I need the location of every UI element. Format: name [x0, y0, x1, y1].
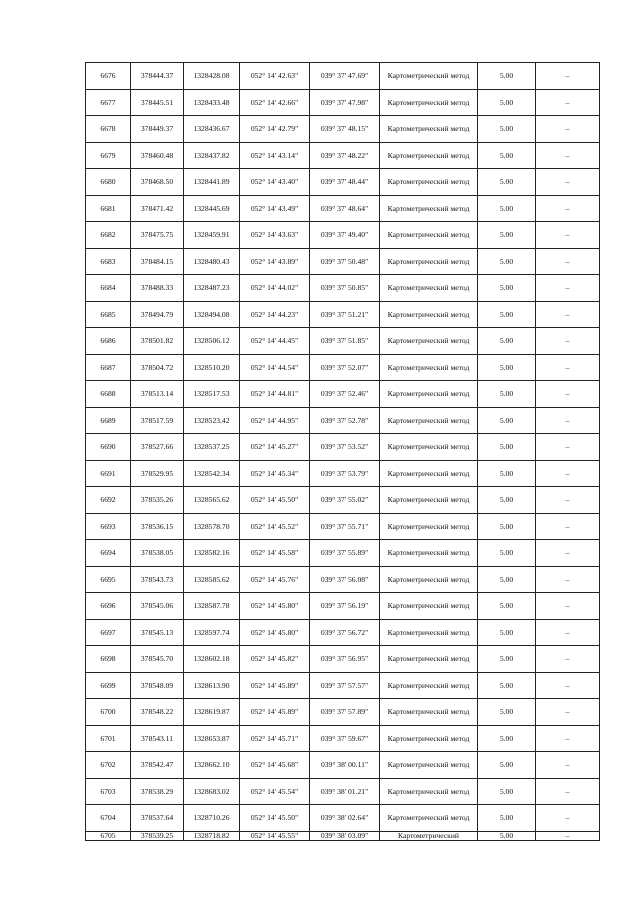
method-cell: Картометрический метод [380, 646, 478, 673]
table-row [86, 381, 600, 408]
coordinates-table [85, 62, 600, 841]
note-cell: – [536, 646, 600, 673]
table-row [86, 540, 600, 567]
x-coordinate-cell: 378529.95 [131, 460, 184, 487]
method-cell: Картометрический метод [380, 672, 478, 699]
y-coordinate-cell: 1328494.08 [184, 301, 240, 328]
table-row [86, 354, 600, 381]
y-coordinate-cell: 1328602.18 [184, 646, 240, 673]
latitude-cell: 052° 14' 44.23" [240, 301, 310, 328]
note-cell: – [536, 354, 600, 381]
latitude-cell: 052° 14' 43.89" [240, 248, 310, 275]
accuracy-cell: 5.00 [478, 805, 536, 832]
longitude-cell: 039° 37' 56.19" [310, 593, 380, 620]
method-cell: Картометрический метод [380, 116, 478, 143]
method-cell: Картометрический метод [380, 63, 478, 90]
longitude-cell: 039° 37' 49.40" [310, 222, 380, 249]
x-coordinate-cell: 378445.51 [131, 89, 184, 116]
y-coordinate-cell: 1328459.91 [184, 222, 240, 249]
accuracy-cell: 5.00 [478, 566, 536, 593]
accuracy-cell: 5.00 [478, 487, 536, 514]
y-coordinate-cell: 1328433.48 [184, 89, 240, 116]
longitude-cell: 039° 38' 01.21" [310, 778, 380, 805]
x-coordinate-cell: 378545.13 [131, 619, 184, 646]
accuracy-cell: 5.00 [478, 540, 536, 567]
table-row [86, 301, 600, 328]
method-cell: Картометрический метод [380, 195, 478, 222]
method-cell: Картометрический метод [380, 725, 478, 752]
accuracy-cell: 5.00 [478, 778, 536, 805]
accuracy-cell: 5.00 [478, 513, 536, 540]
method-cell: Картометрический метод [380, 699, 478, 726]
x-coordinate-cell: 378537.64 [131, 805, 184, 832]
method-cell: Картометрический метод [380, 89, 478, 116]
y-coordinate-cell: 1328619.87 [184, 699, 240, 726]
point-number-cell: 6683 [86, 248, 131, 275]
longitude-cell: 039° 37' 48.15" [310, 116, 380, 143]
x-coordinate-cell: 378501.82 [131, 328, 184, 355]
longitude-cell: 039° 37' 52.78" [310, 407, 380, 434]
y-coordinate-cell: 1328662.10 [184, 752, 240, 779]
note-cell: – [536, 407, 600, 434]
point-number-cell: 6691 [86, 460, 131, 487]
longitude-cell: 039° 37' 52.07" [310, 354, 380, 381]
latitude-cell: 052° 14' 45.76" [240, 566, 310, 593]
point-number-cell: 6702 [86, 752, 131, 779]
latitude-cell: 052° 14' 45.82" [240, 646, 310, 673]
point-number-cell: 6693 [86, 513, 131, 540]
table-row [86, 116, 600, 143]
x-coordinate-cell: 378517.59 [131, 407, 184, 434]
table-row [86, 805, 600, 832]
latitude-cell: 052° 14' 45.68" [240, 752, 310, 779]
accuracy-cell: 5.00 [478, 460, 536, 487]
point-number-cell: 6692 [86, 487, 131, 514]
point-number-cell: 6685 [86, 301, 131, 328]
note-cell: – [536, 831, 600, 840]
longitude-cell: 039° 37' 56.72" [310, 619, 380, 646]
note-cell: – [536, 142, 600, 169]
latitude-cell: 052° 14' 44.95" [240, 407, 310, 434]
x-coordinate-cell: 378548.22 [131, 699, 184, 726]
x-coordinate-cell: 378475.75 [131, 222, 184, 249]
y-coordinate-cell: 1328585.62 [184, 566, 240, 593]
note-cell: – [536, 301, 600, 328]
x-coordinate-cell: 378543.11 [131, 725, 184, 752]
note-cell: – [536, 222, 600, 249]
table-row [86, 513, 600, 540]
longitude-cell: 039° 37' 48.64" [310, 195, 380, 222]
latitude-cell: 052° 14' 44.81" [240, 381, 310, 408]
accuracy-cell: 5.00 [478, 63, 536, 90]
y-coordinate-cell: 1328506.12 [184, 328, 240, 355]
point-number-cell: 6688 [86, 381, 131, 408]
method-cell: Картометрический метод [380, 407, 478, 434]
latitude-cell: 052° 14' 43.14" [240, 142, 310, 169]
table-row [86, 778, 600, 805]
x-coordinate-cell: 378538.29 [131, 778, 184, 805]
latitude-cell: 052° 14' 44.54" [240, 354, 310, 381]
table-row [86, 487, 600, 514]
table-row [86, 460, 600, 487]
note-cell: – [536, 487, 600, 514]
longitude-cell: 039° 37' 55.02" [310, 487, 380, 514]
method-cell: Картометрический метод [380, 460, 478, 487]
x-coordinate-cell: 378545.70 [131, 646, 184, 673]
note-cell: – [536, 752, 600, 779]
table-row [86, 169, 600, 196]
longitude-cell: 039° 37' 55.89" [310, 540, 380, 567]
y-coordinate-cell: 1328437.82 [184, 142, 240, 169]
y-coordinate-cell: 1328428.08 [184, 63, 240, 90]
y-coordinate-cell: 1328537.25 [184, 434, 240, 461]
accuracy-cell: 5.00 [478, 354, 536, 381]
point-number-cell: 6687 [86, 354, 131, 381]
table-row [86, 248, 600, 275]
longitude-cell: 039° 38' 02.64" [310, 805, 380, 832]
method-cell: Картометрический метод [380, 540, 478, 567]
note-cell: – [536, 169, 600, 196]
point-number-cell: 6699 [86, 672, 131, 699]
method-cell: Картометрический метод [380, 142, 478, 169]
latitude-cell: 052° 14' 44.02" [240, 275, 310, 302]
x-coordinate-cell: 378471.42 [131, 195, 184, 222]
latitude-cell: 052° 14' 45.89" [240, 672, 310, 699]
note-cell: – [536, 699, 600, 726]
point-number-cell: 6701 [86, 725, 131, 752]
note-cell: – [536, 434, 600, 461]
table-row [86, 195, 600, 222]
note-cell: – [536, 619, 600, 646]
latitude-cell: 052° 14' 45.89" [240, 699, 310, 726]
point-number-cell: 6695 [86, 566, 131, 593]
note-cell: – [536, 725, 600, 752]
latitude-cell: 052° 14' 43.63" [240, 222, 310, 249]
latitude-cell: 052° 14' 45.54" [240, 778, 310, 805]
point-number-cell: 6697 [86, 619, 131, 646]
y-coordinate-cell: 1328445.69 [184, 195, 240, 222]
accuracy-cell: 5.00 [478, 195, 536, 222]
point-number-cell: 6682 [86, 222, 131, 249]
latitude-cell: 052° 14' 42.63" [240, 63, 310, 90]
accuracy-cell: 5.00 [478, 831, 536, 840]
longitude-cell: 039° 37' 53.52" [310, 434, 380, 461]
accuracy-cell: 5.00 [478, 699, 536, 726]
note-cell: – [536, 89, 600, 116]
table-row [86, 275, 600, 302]
x-coordinate-cell: 378444.37 [131, 63, 184, 90]
y-coordinate-cell: 1328683.02 [184, 778, 240, 805]
latitude-cell: 052° 14' 44.45" [240, 328, 310, 355]
table-row [86, 328, 600, 355]
point-number-cell: 6700 [86, 699, 131, 726]
method-cell: Картометрический метод [380, 381, 478, 408]
longitude-cell: 039° 37' 53.79" [310, 460, 380, 487]
table-row [86, 63, 600, 90]
longitude-cell: 039° 37' 56.08" [310, 566, 380, 593]
x-coordinate-cell: 378484.15 [131, 248, 184, 275]
table-row [86, 619, 600, 646]
note-cell: – [536, 540, 600, 567]
y-coordinate-cell: 1328578.70 [184, 513, 240, 540]
x-coordinate-cell: 378527.66 [131, 434, 184, 461]
x-coordinate-cell: 378504.72 [131, 354, 184, 381]
method-cell: Картометрический метод [380, 354, 478, 381]
point-number-cell: 6705 [86, 831, 131, 840]
point-number-cell: 6686 [86, 328, 131, 355]
point-number-cell: 6679 [86, 142, 131, 169]
accuracy-cell: 5.00 [478, 407, 536, 434]
x-coordinate-cell: 378513.14 [131, 381, 184, 408]
point-number-cell: 6694 [86, 540, 131, 567]
table-row [86, 407, 600, 434]
method-cell: Картометрический метод [380, 487, 478, 514]
method-cell: Картометрический метод [380, 275, 478, 302]
accuracy-cell: 5.00 [478, 725, 536, 752]
x-coordinate-cell: 378468.50 [131, 169, 184, 196]
latitude-cell: 052° 14' 45.50" [240, 487, 310, 514]
y-coordinate-cell: 1328510.20 [184, 354, 240, 381]
longitude-cell: 039° 38' 00.11" [310, 752, 380, 779]
latitude-cell: 052° 14' 43.49" [240, 195, 310, 222]
y-coordinate-cell: 1328565.62 [184, 487, 240, 514]
latitude-cell: 052° 14' 45.71" [240, 725, 310, 752]
note-cell: – [536, 63, 600, 90]
method-cell: Картометрический метод [380, 805, 478, 832]
point-number-cell: 6684 [86, 275, 131, 302]
x-coordinate-cell: 378545.06 [131, 593, 184, 620]
point-number-cell: 6704 [86, 805, 131, 832]
point-number-cell: 6696 [86, 593, 131, 620]
longitude-cell: 039° 37' 59.67" [310, 725, 380, 752]
note-cell: – [536, 778, 600, 805]
point-number-cell: 6690 [86, 434, 131, 461]
x-coordinate-cell: 378536.15 [131, 513, 184, 540]
point-number-cell: 6681 [86, 195, 131, 222]
note-cell: – [536, 460, 600, 487]
latitude-cell: 052° 14' 45.55" [240, 831, 310, 840]
note-cell: – [536, 805, 600, 832]
longitude-cell: 039° 38' 03.09" [310, 831, 380, 840]
latitude-cell: 052° 14' 43.40" [240, 169, 310, 196]
method-cell: Картометрический метод [380, 619, 478, 646]
note-cell: – [536, 275, 600, 302]
latitude-cell: 052° 14' 45.80" [240, 593, 310, 620]
point-number-cell: 6677 [86, 89, 131, 116]
table-row [86, 593, 600, 620]
accuracy-cell: 5.00 [478, 275, 536, 302]
note-cell: – [536, 513, 600, 540]
accuracy-cell: 5.00 [478, 328, 536, 355]
x-coordinate-cell: 378494.79 [131, 301, 184, 328]
accuracy-cell: 5.00 [478, 248, 536, 275]
longitude-cell: 039° 37' 55.71" [310, 513, 380, 540]
method-cell: Картометрический [380, 831, 478, 840]
note-cell: – [536, 195, 600, 222]
accuracy-cell: 5.00 [478, 142, 536, 169]
y-coordinate-cell: 1328542.34 [184, 460, 240, 487]
accuracy-cell: 5.00 [478, 169, 536, 196]
note-cell: – [536, 381, 600, 408]
latitude-cell: 052° 14' 45.52" [240, 513, 310, 540]
table-row [86, 672, 600, 699]
longitude-cell: 039° 37' 47.69" [310, 63, 380, 90]
latitude-cell: 052° 14' 42.66" [240, 89, 310, 116]
method-cell: Картометрический метод [380, 248, 478, 275]
latitude-cell: 052° 14' 45.50" [240, 805, 310, 832]
longitude-cell: 039° 37' 51.21" [310, 301, 380, 328]
point-number-cell: 6676 [86, 63, 131, 90]
x-coordinate-cell: 378548.09 [131, 672, 184, 699]
longitude-cell: 039° 37' 52.46" [310, 381, 380, 408]
table-row [86, 646, 600, 673]
x-coordinate-cell: 378488.33 [131, 275, 184, 302]
y-coordinate-cell: 1328653.87 [184, 725, 240, 752]
note-cell: – [536, 566, 600, 593]
longitude-cell: 039° 37' 47.98" [310, 89, 380, 116]
table-row [86, 725, 600, 752]
x-coordinate-cell: 378449.37 [131, 116, 184, 143]
latitude-cell: 052° 14' 42.79" [240, 116, 310, 143]
note-cell: – [536, 248, 600, 275]
longitude-cell: 039° 37' 50.48" [310, 248, 380, 275]
y-coordinate-cell: 1328613.90 [184, 672, 240, 699]
table-row [86, 566, 600, 593]
table-row [86, 222, 600, 249]
table-row [86, 89, 600, 116]
accuracy-cell: 5.00 [478, 116, 536, 143]
y-coordinate-cell: 1328441.89 [184, 169, 240, 196]
latitude-cell: 052° 14' 45.80" [240, 619, 310, 646]
point-number-cell: 6703 [86, 778, 131, 805]
method-cell: Картометрический метод [380, 328, 478, 355]
accuracy-cell: 5.00 [478, 593, 536, 620]
x-coordinate-cell: 378535.26 [131, 487, 184, 514]
x-coordinate-cell: 378539.25 [131, 831, 184, 840]
latitude-cell: 052° 14' 45.34" [240, 460, 310, 487]
table-row [86, 699, 600, 726]
method-cell: Картометрический метод [380, 434, 478, 461]
table-row [86, 752, 600, 779]
longitude-cell: 039° 37' 51.85" [310, 328, 380, 355]
y-coordinate-cell: 1328523.42 [184, 407, 240, 434]
point-number-cell: 6678 [86, 116, 131, 143]
accuracy-cell: 5.00 [478, 752, 536, 779]
accuracy-cell: 5.00 [478, 646, 536, 673]
x-coordinate-cell: 378460.48 [131, 142, 184, 169]
y-coordinate-cell: 1328587.78 [184, 593, 240, 620]
y-coordinate-cell: 1328517.53 [184, 381, 240, 408]
method-cell: Картометрический метод [380, 301, 478, 328]
longitude-cell: 039° 37' 48.44" [310, 169, 380, 196]
method-cell: Картометрический метод [380, 222, 478, 249]
y-coordinate-cell: 1328718.82 [184, 831, 240, 840]
x-coordinate-cell: 378538.05 [131, 540, 184, 567]
accuracy-cell: 5.00 [478, 619, 536, 646]
point-number-cell: 6698 [86, 646, 131, 673]
longitude-cell: 039° 37' 48.22" [310, 142, 380, 169]
longitude-cell: 039° 37' 50.85" [310, 275, 380, 302]
longitude-cell: 039° 37' 56.95" [310, 646, 380, 673]
y-coordinate-cell: 1328487.23 [184, 275, 240, 302]
method-cell: Картометрический метод [380, 778, 478, 805]
table-row [86, 434, 600, 461]
x-coordinate-cell: 378543.73 [131, 566, 184, 593]
accuracy-cell: 5.00 [478, 381, 536, 408]
y-coordinate-cell: 1328480.43 [184, 248, 240, 275]
accuracy-cell: 5.00 [478, 301, 536, 328]
accuracy-cell: 5.00 [478, 672, 536, 699]
note-cell: – [536, 116, 600, 143]
table-row [86, 142, 600, 169]
longitude-cell: 039° 37' 57.89" [310, 699, 380, 726]
latitude-cell: 052° 14' 45.27" [240, 434, 310, 461]
note-cell: – [536, 593, 600, 620]
method-cell: Картометрический метод [380, 513, 478, 540]
note-cell: – [536, 328, 600, 355]
y-coordinate-cell: 1328582.16 [184, 540, 240, 567]
latitude-cell: 052° 14' 45.58" [240, 540, 310, 567]
accuracy-cell: 5.00 [478, 434, 536, 461]
longitude-cell: 039° 37' 57.57" [310, 672, 380, 699]
note-cell: – [536, 672, 600, 699]
point-number-cell: 6680 [86, 169, 131, 196]
table-body [86, 63, 600, 841]
accuracy-cell: 5.00 [478, 89, 536, 116]
method-cell: Картометрический метод [380, 169, 478, 196]
y-coordinate-cell: 1328436.67 [184, 116, 240, 143]
y-coordinate-cell: 1328597.74 [184, 619, 240, 646]
y-coordinate-cell: 1328710.26 [184, 805, 240, 832]
method-cell: Картометрический метод [380, 752, 478, 779]
table-row [86, 831, 600, 840]
method-cell: Картометрический метод [380, 566, 478, 593]
accuracy-cell: 5.00 [478, 222, 536, 249]
method-cell: Картометрический метод [380, 593, 478, 620]
x-coordinate-cell: 378542.47 [131, 752, 184, 779]
point-number-cell: 6689 [86, 407, 131, 434]
